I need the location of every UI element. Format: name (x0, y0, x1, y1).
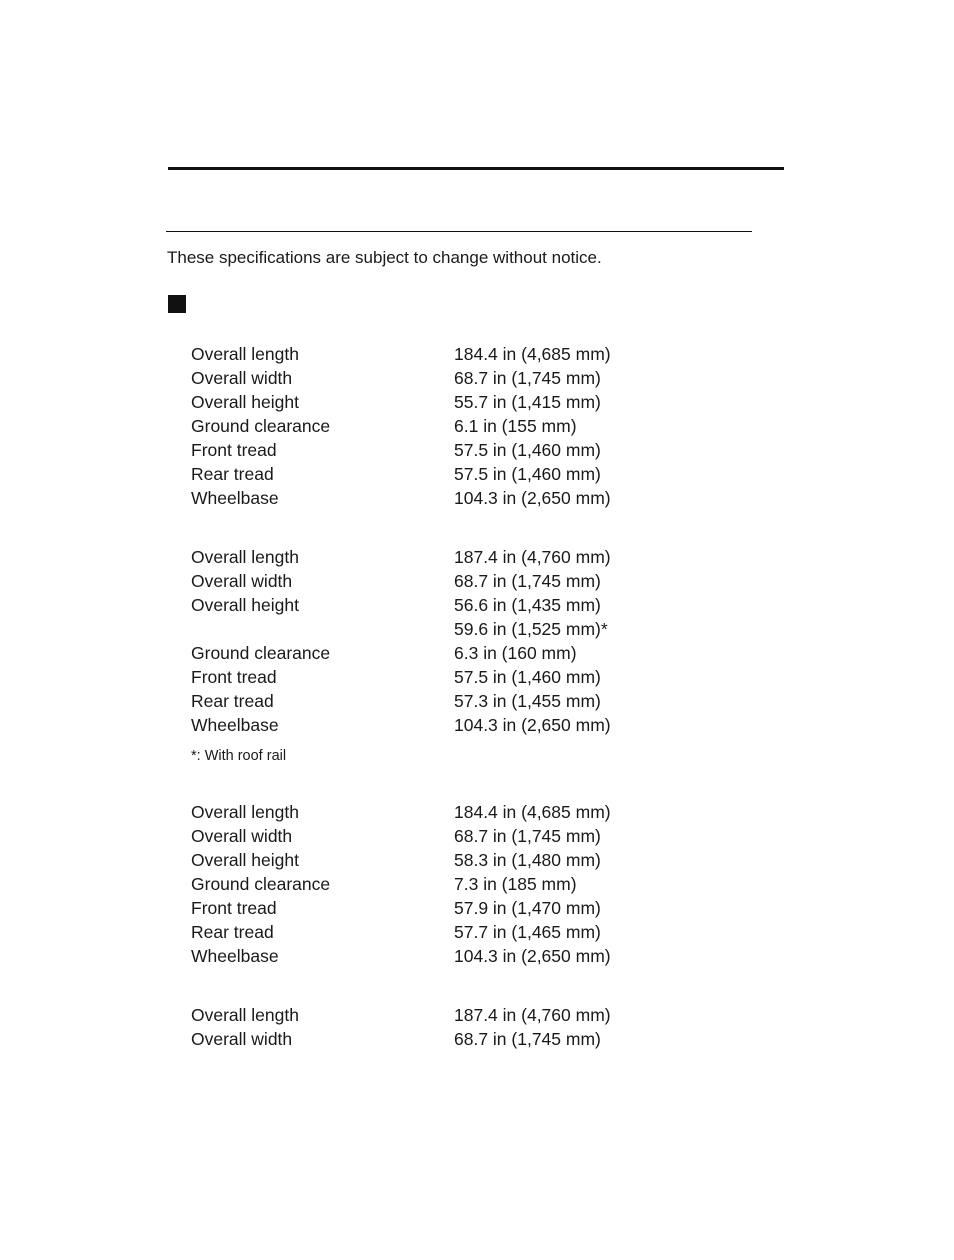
spec-label: Front tread (191, 898, 277, 918)
spec-value: 56.6 in (1,435 mm) (454, 595, 601, 615)
spec-group-1 (191, 342, 751, 510)
spec-row (191, 896, 751, 920)
spec-row (191, 342, 751, 366)
spec-row (191, 665, 751, 689)
spec-row (191, 593, 751, 617)
spec-row (191, 390, 751, 414)
spec-value: 6.1 in (155 mm) (454, 416, 577, 436)
spec-value: 7.3 in (185 mm) (454, 874, 577, 894)
spec-row (191, 800, 751, 824)
spec-label: Rear tread (191, 464, 274, 484)
spec-value: 59.6 in (1,525 mm)* (454, 619, 608, 639)
spec-value: 104.3 in (2,650 mm) (454, 488, 611, 508)
spec-value: 57.7 in (1,465 mm) (454, 922, 601, 942)
spec-label: Overall width (191, 368, 293, 388)
spec-label: Wheelbase (191, 946, 279, 966)
spec-value: 68.7 in (1,745 mm) (454, 368, 601, 388)
spec-value: 57.5 in (1,460 mm) (454, 440, 601, 460)
spec-label: Overall length (191, 1005, 299, 1025)
spec-label: Overall height (191, 595, 299, 615)
spec-group-2 (191, 545, 751, 737)
spec-label: Overall length (191, 802, 299, 822)
spec-row (191, 641, 751, 665)
header-rule (168, 167, 784, 170)
spec-row (191, 848, 751, 872)
spec-row (191, 545, 751, 569)
spec-label: Overall length (191, 547, 299, 567)
spec-label: Wheelbase (191, 488, 279, 508)
spec-value: 57.5 in (1,460 mm) (454, 464, 601, 484)
spec-row (191, 486, 751, 510)
spec-label: Ground clearance (191, 874, 331, 894)
spec-label: Overall length (191, 344, 299, 364)
spec-row (191, 944, 751, 968)
spec-value: 187.4 in (4,760 mm) (454, 1005, 611, 1025)
spec-label: Ground clearance (191, 643, 331, 663)
spec-label: Rear tread (191, 922, 274, 942)
spec-value: 58.3 in (1,480 mm) (454, 850, 601, 870)
spec-label: Overall width (191, 826, 293, 846)
spec-label: Overall width (191, 1029, 293, 1049)
spec-value: 184.4 in (4,685 mm) (454, 344, 611, 364)
spec-value: 57.5 in (1,460 mm) (454, 667, 601, 687)
square-bullet-icon (168, 295, 186, 313)
spec-group-4 (191, 1003, 751, 1051)
spec-row (191, 713, 751, 737)
spec-value: 187.4 in (4,760 mm) (454, 547, 611, 567)
spec-value: 55.7 in (1,415 mm) (454, 392, 601, 412)
spec-row (191, 1003, 751, 1027)
spec-value: 57.9 in (1,470 mm) (454, 898, 601, 918)
spec-label: Overall height (191, 392, 299, 412)
spec-row (191, 569, 751, 593)
spec-row (191, 1027, 751, 1051)
specifications-notice: These specifications are subject to change without notice. (167, 248, 602, 267)
spec-label: Overall width (191, 571, 293, 591)
spec-value: 104.3 in (2,650 mm) (454, 715, 611, 735)
roof-rail-footnote: *: With roof rail (191, 748, 287, 764)
spec-row (191, 366, 751, 390)
spec-label: Wheelbase (191, 715, 279, 735)
spec-row (191, 617, 751, 641)
spec-label: Front tread (191, 440, 277, 460)
spec-label: Ground clearance (191, 416, 331, 436)
spec-group-3 (191, 800, 751, 968)
spec-row (191, 689, 751, 713)
spec-value: 68.7 in (1,745 mm) (454, 826, 601, 846)
spec-row (191, 414, 751, 438)
spec-label: Rear tread (191, 691, 274, 711)
section-rule (166, 231, 752, 232)
spec-label: Front tread (191, 667, 277, 687)
spec-row (191, 920, 751, 944)
spec-row (191, 824, 751, 848)
spec-value: 6.3 in (160 mm) (454, 643, 577, 663)
spec-value: 57.3 in (1,455 mm) (454, 691, 601, 711)
spec-label: Overall height (191, 850, 299, 870)
spec-row (191, 462, 751, 486)
spec-value: 68.7 in (1,745 mm) (454, 571, 601, 591)
spec-value: 104.3 in (2,650 mm) (454, 946, 611, 966)
spec-value: 184.4 in (4,685 mm) (454, 802, 611, 822)
spec-row (191, 872, 751, 896)
spec-row (191, 438, 751, 462)
spec-value: 68.7 in (1,745 mm) (454, 1029, 601, 1049)
